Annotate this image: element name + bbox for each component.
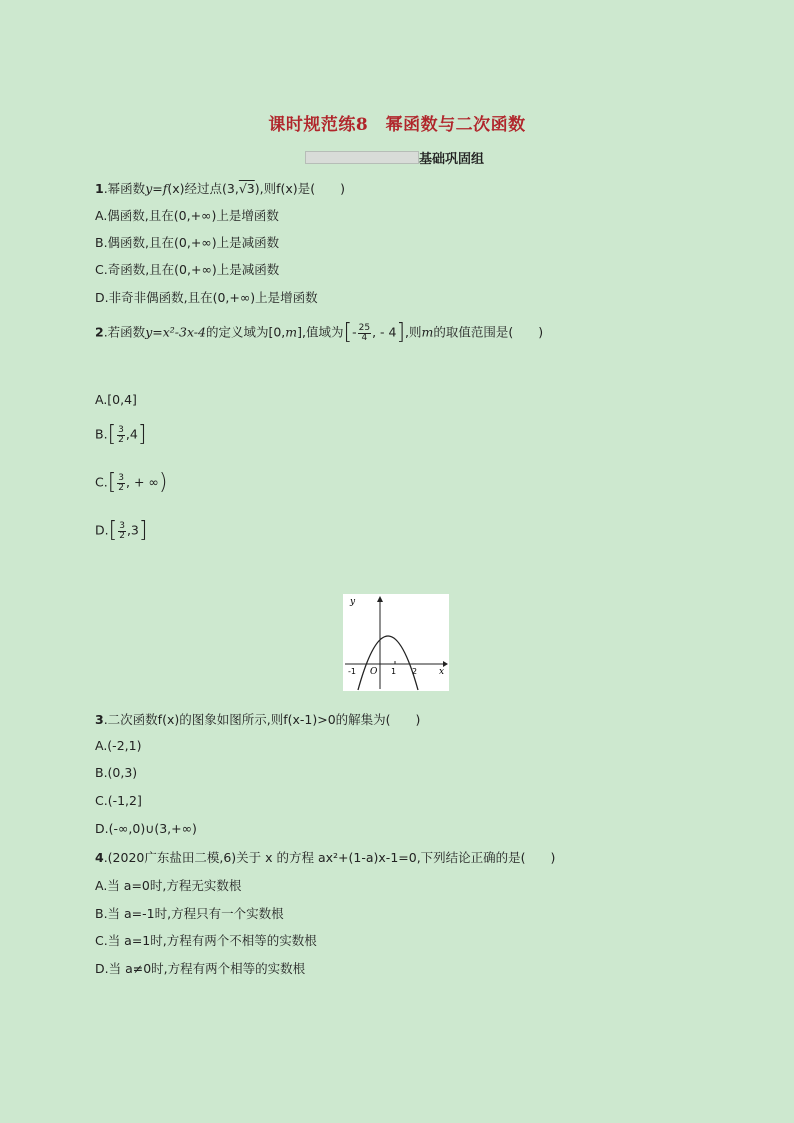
tick-label-2: 2 xyxy=(412,667,418,676)
question-4-stem: 4.(2020广东盐田二模,6)关于 x 的方程 ax²+(1-a)x-1=0,下列结论正确的是( ) xyxy=(95,850,556,865)
q4-option-d: D.当 a≠0时,方程有两个相等的实数根 xyxy=(95,961,306,976)
q4-option-c: C.当 a=1时,方程有两个不相等的实数根 xyxy=(95,933,317,948)
q3-option-c: C.(-1,2] xyxy=(95,793,142,808)
q2-option-c: C.[ $\frac{3}{2}$ , + ∞) xyxy=(95,470,168,495)
fraction: $\frac{3}{2}$ xyxy=(118,424,124,445)
question-3-stem: 3.二次函数f(x)的图象如图所示,则f(x-1)>0的解集为( ) xyxy=(95,712,421,727)
fraction: $\frac{25}{4}$ xyxy=(358,322,371,343)
tick-label-1: 1 xyxy=(391,667,397,676)
q1-option-b: B.偶函数,且在(0,+∞)上是减函数 xyxy=(95,235,280,250)
q1-option-c: C.奇函数,且在(0,+∞)上是减函数 xyxy=(95,262,280,277)
question-1-stem: 1.幂函数y=f(x)经过点(3,√3),则f(x)是( ) xyxy=(95,181,345,196)
fraction: $\frac{3}{2}$ xyxy=(118,472,125,493)
q3-option-d: D.(-∞,0)∪(3,+∞) xyxy=(95,821,197,836)
q1-option-a: A.偶函数,且在(0,+∞)上是增函数 xyxy=(95,208,279,223)
tick-label-neg1: -1 xyxy=(348,667,356,676)
q1-option-d: D.非奇非偶函数,且在(0,+∞)上是增函数 xyxy=(95,290,318,305)
question-number: 4 xyxy=(95,850,104,865)
q3-option-b: B.(0,3) xyxy=(95,765,138,780)
y-axis-arrow xyxy=(377,596,383,602)
origin-label: O xyxy=(370,667,378,677)
parabola-graph xyxy=(343,594,449,691)
question-number: 1 xyxy=(95,181,104,196)
section-label: 基础巩固组 xyxy=(419,152,485,167)
y-label: y xyxy=(350,597,356,607)
page-title: 课时规范练8 幂函数与二次函数 xyxy=(268,115,526,135)
fraction: $\frac{3}{2}$ xyxy=(119,520,125,541)
q2-option-a: A.[0,4] xyxy=(95,392,137,407)
q4-option-a: A.当 a=0时,方程无实数根 xyxy=(95,878,242,893)
question-2-stem: 2.若函数y=x²-3x-4的定义域为[0,m],值域为[- $\frac{25}{4}$ , - 4],则m的取值范围是( ) xyxy=(95,320,544,345)
graph-svg xyxy=(343,594,449,691)
question-number: 2 xyxy=(95,324,104,340)
x-label: x xyxy=(439,667,445,677)
q2-option-d: D.[ $\frac{3}{2}$ ,3] xyxy=(95,518,148,543)
question-number: 3 xyxy=(95,712,104,727)
q3-option-a: A.(-2,1) xyxy=(95,738,142,753)
section-bar xyxy=(305,151,419,164)
q2-option-b: B.[ $\frac{3}{2}$ ,4] xyxy=(95,422,147,447)
sqrt3: √3 xyxy=(238,181,255,196)
q4-option-b: B.当 a=-1时,方程只有一个实数根 xyxy=(95,906,284,921)
parabola-curve xyxy=(358,636,418,690)
